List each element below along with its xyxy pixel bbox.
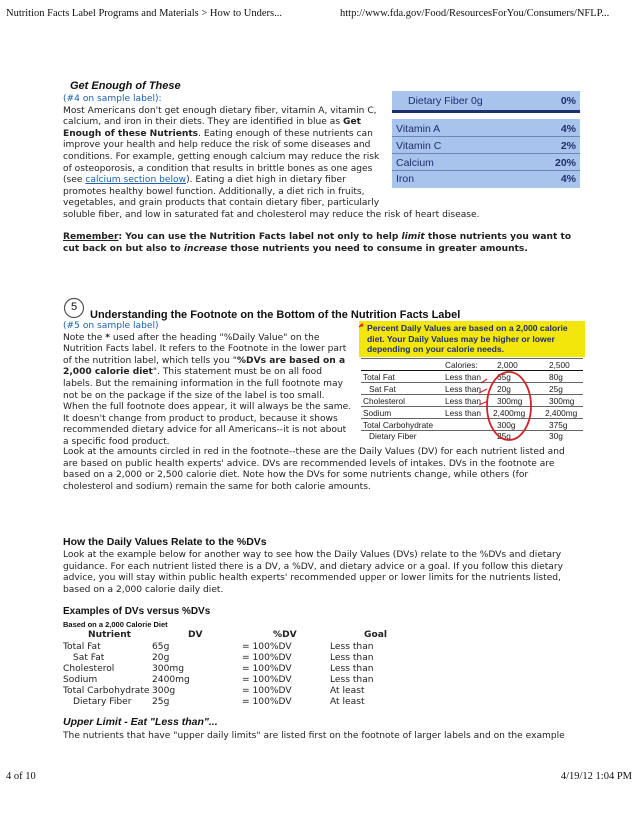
fn-limit: Less than: [445, 384, 481, 394]
nutrients-label-image: [392, 91, 580, 188]
section4-body: [63, 94, 480, 222]
nf-row-calcium: Calcium 20%: [392, 155, 580, 171]
section4-bold: Get: [343, 117, 361, 128]
dv-relate-heading: How the Daily Values Relate to the %DVs: [63, 536, 267, 548]
table-cell-nutrient: Sodium: [63, 675, 98, 685]
section5-ref: (#5 on sample label): [63, 321, 159, 331]
remember-note: Remember: You can use the Nutrition Facts label not only to help limit those nutrients you want to cut back on but also to increase those nutrients you need to consume in greater amounts.: [63, 232, 572, 254]
red-circle-annotation: [359, 321, 585, 441]
table-cell-dv: 25g: [152, 697, 170, 707]
step-number: 5: [70, 301, 78, 313]
fn-value-2500: 30g: [549, 431, 563, 441]
footnote-text: Percent Daily Values are based on a 2,000 calorie diet. Your Daily Values may be higher or lower depending on your calorie needs.: [367, 323, 568, 354]
calories-2500: 2,500: [549, 360, 570, 370]
col-header-goal: Goal: [364, 630, 387, 640]
table-cell-goal: Less than: [330, 653, 374, 663]
table-cell-dv: 300mg: [152, 664, 184, 674]
examples-subheading: Based on a 2,000 Calorie Diet: [63, 620, 168, 629]
table-cell-nutrient: Total Carbohydrate: [63, 686, 150, 696]
fn-value-2500: 375g: [549, 420, 568, 430]
nf-row-fiber: Dietary Fiber 0g 0%: [392, 91, 580, 113]
col-header-dv: DV: [188, 630, 203, 640]
table-cell-goal: Less than: [330, 642, 374, 652]
fn-value-2000: 20g: [497, 384, 511, 394]
fn-value-2000: 300g: [497, 420, 516, 430]
print-footer-page: 4 of 10: [6, 771, 36, 782]
table-cell-nutrient: Total Fat: [63, 642, 101, 652]
fn-value-2500: 80g: [549, 372, 563, 382]
section4-line: vegetables, and grain products that contain dietary fiber, particularly: [63, 198, 380, 209]
fn-value-2000: 2,400mg: [493, 408, 526, 418]
dv-explanation: Look at the amounts circled in red in the footnote--these are the Daily Values (DV) for each nutrient listed and are based on public health experts' advice. DVs are recommended levels of intakes. DVs in the footnote are based on a 2,000 or 2,500 calorie diet. Note how the DVs for some nutrients change, while others (for cholesterol and sodium) remain the same for both calorie amounts.: [63, 447, 565, 492]
footnote-label-image: [359, 321, 585, 441]
section5-heading: Understanding the Footnote on the Bottom of the Nutrition Facts Label: [90, 309, 461, 321]
section4-line: . Eating enough of these nutrients can: [198, 128, 373, 139]
table-cell-pdv: = 100%DV: [242, 686, 292, 696]
section4-line: (see: [63, 175, 86, 186]
nf-row-vitamin-c: Vitamin C 2%: [392, 138, 580, 154]
upper-limit-heading: Upper Limit - Eat "Less than"...: [63, 716, 218, 728]
table-cell-dv: 2400mg: [152, 675, 190, 685]
section4-line: ). Eating a diet high in dietary fiber: [186, 175, 346, 186]
calories-label: Calories:: [445, 360, 478, 370]
calcium-section-link[interactable]: calcium section below: [85, 175, 187, 186]
table-cell-dv: 300g: [152, 686, 176, 696]
nf-row-iron: Iron 4%: [396, 173, 576, 185]
section4-line: improve your health and help reduce the risk of some diseases and: [63, 140, 371, 151]
section4-bold: Enough of these Nutrients: [63, 128, 199, 139]
table-cell-pdv: = 100%DV: [242, 675, 292, 685]
table-cell-nutrient: Cholesterol: [63, 664, 115, 674]
section4-ref: (#4 on sample label):: [63, 94, 162, 104]
table-cell-nutrient: Sat Fat: [73, 653, 105, 663]
section4-heading: Get Enough of These: [70, 80, 181, 92]
section5-body: (#5 on sample label) Note the * used after the heading "%Daily Value" on the Nutrition Facts label. It refers to the Footnote in the lower part of the nutrition label, which tells you "%DVs are based on a 2,000 calorie diet". This statement must be on all food labels. But the remaining information in the full footnote may not be on the package if the size of the label is too small. When the full footnote does appear, it will always be the same. It doesn't change from product to product, because it shows recommended dietary advice for all Americans--it is not about a specific food product.: [63, 321, 363, 449]
section4-line: calcium, and iron in their diets. They are identified in blue as: [63, 117, 341, 128]
table-cell-pdv: = 100%DV: [242, 642, 292, 652]
section4-line: conditions. For example, getting enough calcium may reduce the risk: [63, 151, 380, 162]
print-header-title: Nutrition Facts Label Programs and Materials > How to Unders...: [6, 8, 282, 19]
table-cell-goal: At least: [330, 686, 365, 696]
dv-relate-body: Look at the example below for another way to see how the Daily Values (DVs) relate to the %DVs and dietary guidance. For each nutrient listed there is a DV, a %DV, and dietary advice or a goal. If you follow this dietary advice, you will stay within public health experts' recommended upper or lower limits for the nutrients listed, based on a 2,000 calorie daily diet.: [63, 550, 563, 595]
examples-heading: Examples of DVs versus %DVs: [63, 606, 211, 617]
section4-line: soluble fiber, and low in saturated fat and cholesterol may reduce the risk of heart disease.: [63, 209, 480, 220]
col-header-nutrient: Nutrient: [88, 630, 132, 640]
table-cell-dv: 65g: [152, 642, 170, 652]
fn-nutrient: Cholesterol: [363, 396, 405, 406]
fn-value-2000: 65g: [497, 372, 511, 382]
fn-value-2000: 300mg: [497, 396, 523, 406]
table-cell-dv: 20g: [152, 653, 170, 663]
fn-nutrient: Total Carbohydrate: [363, 420, 434, 430]
remember-label: Remember: [63, 232, 119, 242]
fn-limit: Less than: [445, 372, 481, 382]
calories-2000: 2,000: [497, 360, 518, 370]
table-cell-nutrient: Dietary Fiber: [73, 697, 132, 707]
table-cell-goal: Less than: [330, 675, 374, 685]
fn-nutrient: Sodium: [363, 408, 392, 418]
table-cell-goal: Less than: [330, 664, 374, 674]
fn-limit: Less than: [445, 396, 481, 406]
table-cell-pdv: = 100%DV: [242, 653, 292, 663]
nf-row-vitamin-a: Vitamin A 4%: [392, 121, 580, 137]
fn-nutrient: Sat Fat: [369, 384, 396, 394]
upper-limit-body: The nutrients that have "upper daily limits" are listed first on the footnote of larger labels and on the example: [63, 731, 565, 741]
fn-nutrient: Total Fat: [363, 372, 395, 382]
section4-line: promotes healthy bowel function. Additionally, a diet rich in fruits,: [63, 186, 365, 197]
table-cell-pdv: = 100%DV: [242, 664, 292, 674]
section4-line: Most Americans don't get enough dietary fiber, vitamin A, vitamin C,: [63, 105, 377, 116]
section4-line: of osteoporosis, a condition that results in brittle bones as one ages: [63, 163, 373, 174]
fn-limit: Less than: [445, 408, 481, 418]
fn-value-2500: 300mg: [549, 396, 575, 406]
fn-value-2500: 25g: [549, 384, 563, 394]
fn-value-2500: 2,400mg: [545, 408, 578, 418]
fn-nutrient: Dietary Fiber: [369, 431, 417, 441]
print-footer-datetime: 4/19/12 1:04 PM: [560, 771, 632, 782]
fn-value-2000: 25g: [497, 431, 511, 441]
table-cell-pdv: = 100%DV: [242, 697, 292, 707]
table-cell-goal: At least: [330, 697, 365, 707]
col-header-pdv: %DV: [273, 630, 297, 640]
footnote-marker: *: [360, 322, 364, 332]
print-header-url: http://www.fda.gov/Food/ResourcesForYou/Consumers/NFLP...: [340, 8, 610, 19]
